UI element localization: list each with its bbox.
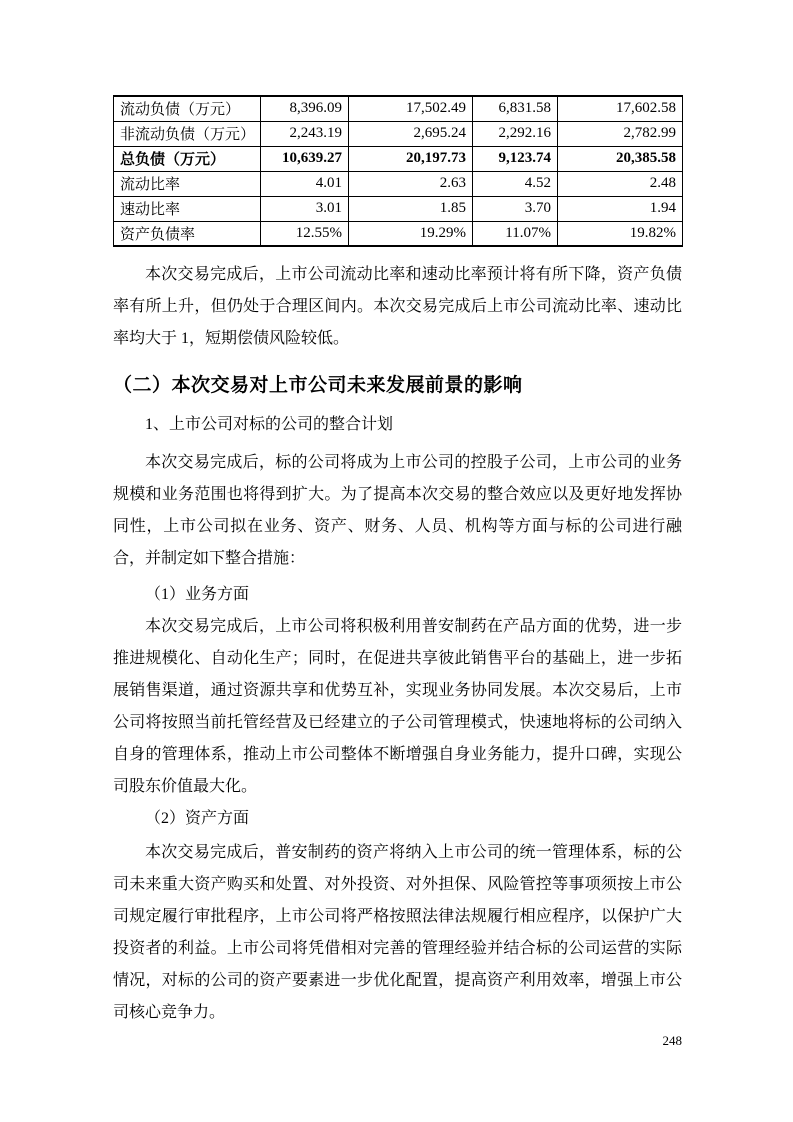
- table-row-total: [114, 146, 683, 171]
- table-row: [114, 121, 683, 146]
- value-cell: 4.01: [261, 171, 349, 196]
- value-cell: 6,831.58: [473, 96, 558, 121]
- value-cell: 17,602.58: [558, 96, 683, 121]
- row-label-cell: 总负债（万元）: [114, 146, 261, 171]
- item-heading-assets: （2）资产方面: [145, 810, 250, 827]
- value-cell: 1.94: [558, 196, 683, 221]
- value-cell: 2.63: [349, 171, 473, 196]
- page-content: [113, 95, 682, 1029]
- value-cell: 2,292.16: [473, 121, 558, 146]
- value-cell: 2,243.19: [261, 121, 349, 146]
- row-label-cell: 非流动负债（万元）: [114, 121, 261, 146]
- value-cell: 8,396.09: [261, 96, 349, 121]
- page-number: 248: [662, 1033, 682, 1048]
- row-label-cell: 流动比率: [114, 171, 261, 196]
- value-cell: 19.82%: [558, 221, 683, 246]
- table-row: [114, 221, 683, 246]
- value-cell: 3.70: [473, 196, 558, 221]
- row-label-cell: 资产负债率: [114, 221, 261, 246]
- value-cell: 19.29%: [349, 221, 473, 246]
- paragraph-assets-aspect: 本次交易完成后，普安制药的资产将纳入上市公司的统一管理体系，标的公司未来重大资产购买和处置、对外投资、对外担保、风险管控等事项须按上市公司规定履行审批程序，上市公司将严格按照法律法规履行相应程序，以保护广大投资者的利益。上市公司将凭借相对完善的管理经验并结合标的公司运营的实际情况，对标的公司的资产要素进一步优化配置，提高资产利用效率，增强上市公司核心竞争力。: [113, 844, 682, 1021]
- value-cell: 20,385.58: [558, 146, 683, 171]
- value-cell: 2,695.24: [349, 121, 473, 146]
- row-label-cell: 速动比率: [114, 196, 261, 221]
- row-label-cell: 流动负债（万元）: [114, 96, 261, 121]
- value-cell: 11.07%: [473, 221, 558, 246]
- subsection-heading-integration-plan: 1、上市公司对标的公司的整合计划: [145, 416, 394, 433]
- paragraph-integration-intro: 本次交易完成后，标的公司将成为上市公司的控股子公司，上市公司的业务规模和业务范围也将得到扩大。为了提高本次交易的整合效应以及更好地发挥协同性，上市公司拟在业务、资产、财务、人员、机构等方面与标的公司进行融合，并制定如下整合措施：: [113, 454, 682, 567]
- table-row: [114, 171, 683, 196]
- table-row: [114, 96, 683, 121]
- value-cell: 3.01: [261, 196, 349, 221]
- value-cell: 4.52: [473, 171, 558, 196]
- section-heading: （二）本次交易对上市公司未来发展前景的影响: [113, 375, 523, 396]
- value-cell: 9,123.74: [473, 146, 558, 171]
- value-cell: 2,782.99: [558, 121, 683, 146]
- table-row: [114, 196, 683, 221]
- value-cell: 20,197.73: [349, 146, 473, 171]
- paragraph-ratio-summary: 本次交易完成后，上市公司流动比率和速动比率预计将有所下降，资产负债率有所上升，但仍处于合理区间内。本次交易完成后上市公司流动比率、速动比率均大于 1，短期偿债风险较低。: [113, 266, 682, 347]
- paragraph-business-aspect: 本次交易完成后，上市公司将积极利用普安制药在产品方面的优势，进一步推进规模化、自动化生产；同时，在促进共享彼此销售平台的基础上，进一步拓展销售渠道，通过资源共享和优势互补，实现业务协同发展。本次交易后，上市公司将按照当前托管经营及已经建立的子公司管理模式，快速地将标的公司纳入自身的管理体系，推动上市公司整体不断增强自身业务能力，提升口碑，实现公司股东价值最大化。: [113, 618, 682, 795]
- value-cell: 10,639.27: [261, 146, 349, 171]
- value-cell: 12.55%: [261, 221, 349, 246]
- financial-ratios-table: [113, 95, 683, 247]
- value-cell: 17,502.49: [349, 96, 473, 121]
- value-cell: 2.48: [558, 171, 683, 196]
- value-cell: 1.85: [349, 196, 473, 221]
- item-heading-business: （1）业务方面: [145, 586, 250, 603]
